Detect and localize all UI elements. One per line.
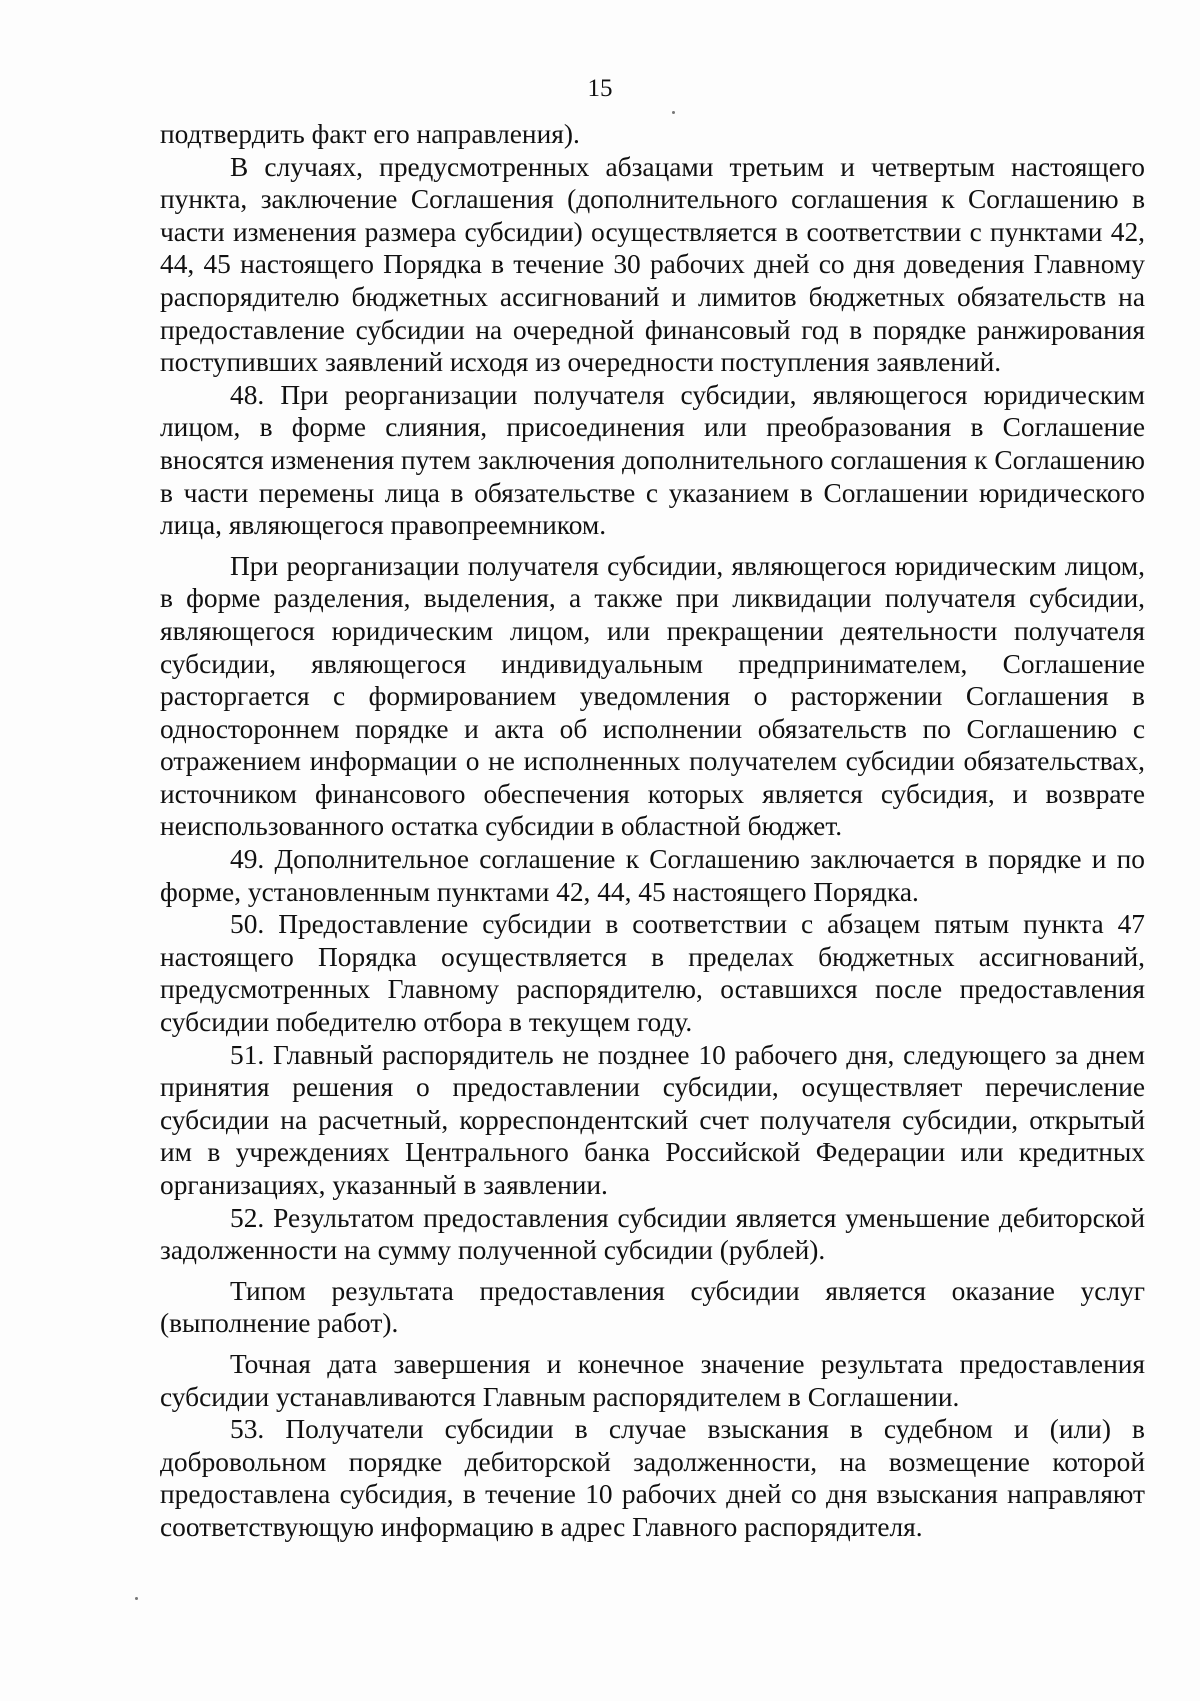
paragraph-cases: В случаях, предусмотренных абзацами третьим и четвертым настоящего пункта, заключение Соглашения (дополнительного соглашения к Соглашению в части изменения размера субсидии) осуществляется в соответствии с пунктами 42, 44, 45 настоящего Порядка в течение 30 рабочих дней со дня доведения Главному распорядителю бюджетных ассигнований и лимитов бюджетных обязательств на предоставление субсидии на очередной финансовый год в порядке ранжирования поступивших заявлений исходя из очередности поступления заявлений.: [160, 151, 1145, 378]
paragraph-50: 50. Предоставление субсидии в соответствии с абзацем пятым пункта 47 настоящего Порядка осуществляется в пределах бюджетных ассигнований, предусмотренных Главному распорядителю, оставшихся после предоставления субсидии победителю отбора в текущем году.: [160, 909, 1145, 1038]
paragraph-52: 52. Результатом предоставления субсидии является уменьшение дебиторской задолженности на сумму полученной субсидии (рублей).: [160, 1202, 1145, 1266]
paragraph-53: 53. Получатели субсидии в случае взыскания в судебном и (или) в добровольном порядке дебиторской задолженности, на возмещение которой предоставлена субсидия, в течение 10 рабочих дней со дня взыскания направляют соответствующую информацию в адрес Главного распорядителя.: [160, 1414, 1145, 1542]
page-number: 15: [587, 75, 613, 102]
paragraph-49: 49. Дополнительное соглашение к Соглашению заключается в порядке и по форме, установленным пунктами 42, 44, 45 настоящего Порядка.: [160, 844, 1145, 907]
paragraph-51: 51. Главный распорядитель не позднее 10 рабочего дня, следующего за днем принятия решения о предоставлении субсидии, осуществляет перечисление субсидии на расчетный, корреспондентский счет получателя субсидии, открытый им в учреждениях Центрального банка Российской Федерации или кредитных организациях, указанный в заявлении.: [160, 1039, 1145, 1200]
paragraph-reorganization: При реорганизации получателя субсидии, являющегося юридическим лицом, в форме разделения, выделения, а также при ликвидации получателя субсидии, являющегося юридическим лицом, или прекращении деятельности получателя субсидии, являющегося индивидуальным предпринимателем, Соглашение расторгается с формированием уведомления о расторжении Соглашения в одностороннем порядке и акта об исполнении обязательств по Соглашению с отражением информации о не исполненных получателем субсидии обязательствах, источником финансового обеспечения которых является субсидия, и возврате неиспользованного остатка субсидии в областной бюджет.: [160, 550, 1145, 842]
paragraph-exact-date: Точная дата завершения и конечное значение результата предоставления субсидии устанавливаются Главным распорядителем в Соглашении.: [160, 1348, 1145, 1412]
paragraph-continuation: подтвердить факт его направления).: [160, 119, 580, 149]
paragraph-48: 48. При реорганизации получателя субсидии, являющегося юридическим лицом, в форме слияния, присоединения или преобразования в Соглашение вносятся изменения путем заключения дополнительного соглашения к Соглашению в части перемены лица в обязательстве с указанием в Соглашении юридического лица, являющегося правопреемником.: [160, 379, 1145, 541]
scan-speck: [135, 1597, 138, 1600]
document-body: [160, 118, 1145, 1544]
scan-speck: [672, 111, 675, 114]
paragraph-result-type: Типом результата предоставления субсидии является оказание услуг (выполнение работ).: [160, 1275, 1145, 1339]
